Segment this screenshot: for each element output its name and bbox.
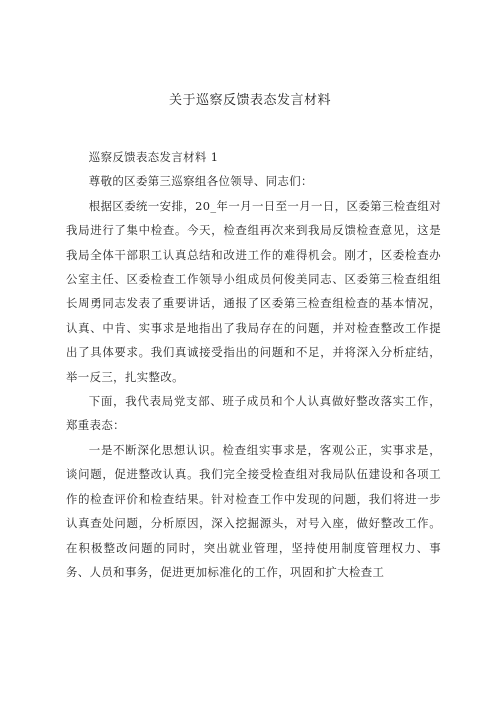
document-title: 关于巡察反馈表态发言材料 xyxy=(168,93,331,108)
paragraph-point-one: 一是不断深化思想认识。检查组实事求是，客观公正，实事求是，谈问题，促进整改认真。我们完全接受检查组对我局队伍建设和各项工作的检查评价和检查结果。针对检查工作中发现的问题，我们将进一步认真查处问题，分析原因，深入挖掘源头，对号入座，做好整改工作。在积极整改问题的同时，突出就业管理，坚持使用制度管理权力、事务、人员和事务，促进更加标准化的工作，巩固和扩大检查工 xyxy=(66,442,441,579)
paragraph-statement-intro: 下面，我代表局党支部、班子成员和个人认真做好整改落实工作，郑重表态： xyxy=(66,394,441,433)
document-body xyxy=(66,145,441,584)
paragraph-background: 根据区委统一安排，20_年一月一日至一月一日，区委第三检查组对我局进行了集中检查。今天，检查组再次来到我局反馈检查意见，这是我局全体干部职工认真总结和改进工作的难得机会。刚才，区委检查办公室主任、区委检查工作领导小组成员何俊美同志、区委第三检查组组长周勇同志发表了重要讲话，通报了区委第三检查组检查的基本情况，认真、中肯、实事求是地指出了我局存在的问题，并对检查整改工作提出了具体要求。我们真诚接受指出的问题和不足，并将深入分析症结，举一反三，扎实整改。 xyxy=(66,198,441,384)
paragraph-subtitle: 巡察反馈表态发言材料 1 xyxy=(88,150,219,164)
paragraph-salutation: 尊敬的区委第三巡察组各位领导、同志们： xyxy=(88,174,313,189)
